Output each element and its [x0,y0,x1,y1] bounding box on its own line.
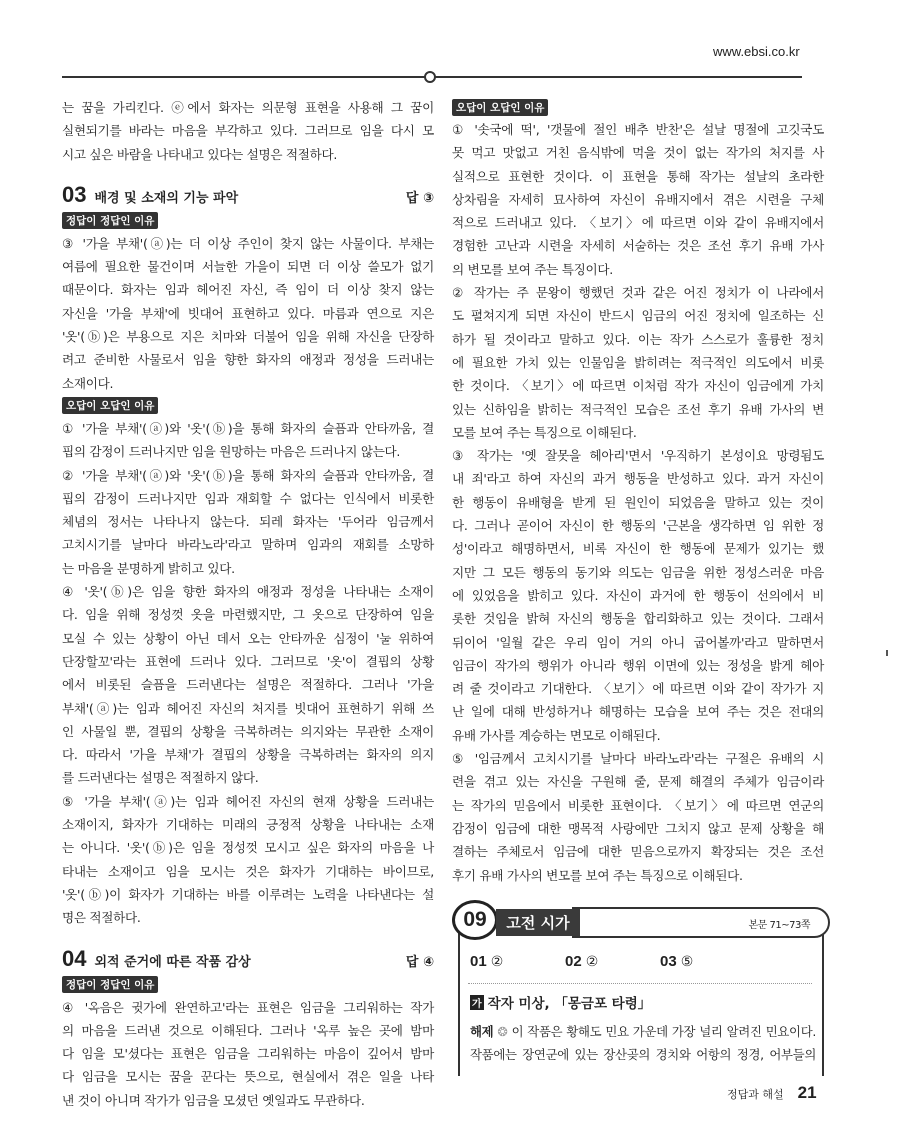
section-number: 09 [452,900,498,940]
text-line: 핍의 감정이 드러나지만 임과 재회할 수 없다는 인식에서 비롯한 [62,490,434,506]
work-marker: 가 [470,995,484,1010]
paragraph [452,747,824,887]
text-line: 다 임을 모'셨다는 표현은 임금을 그리워하는 마음이 깊어서 밤마 [62,1046,434,1062]
paragraph [452,444,824,747]
badge-row [62,395,434,417]
text-line: 에서 비롯된 슬픔을 드러낸다는 설명은 적절하다. 그러나 '가을 [62,677,434,693]
question-number: 04 [62,945,87,971]
text-line: 뒤이어 '일월 같은 우리 임이 거의 아니 굽어볼까'라고 말하면서 [452,634,824,650]
work-description [470,1020,816,1067]
text-line: ① '솟국에 떡', '갯물에 절인 배추 반찬'은 설날 명절에 고깃국도 [452,122,824,137]
text-line: 실적으로 표현한 것이다. 이 표현을 통해 작가는 설날의 초라한 [452,168,824,184]
text-line: 성'이라고 해명하면서, 비록 자신이 한 행동에 문제가 있기는 했 [452,541,824,557]
website-url: www.ebsi.co.kr [713,44,800,59]
answer-value: ⑤ [680,954,694,970]
text-line: 단장할꼬'라는 표현에 드러나 있다. 그러므로 '옷'이 결핍의 상황 [62,653,434,669]
text-line: 모를 보여 주는 특징으로 이해된다. [452,424,637,440]
question-title: 배경 및 소재의 기능 파악 [94,190,239,206]
text-line: 하가 될 것이라고 말하고 있다. 이는 작가 스스로가 훌륭한 정치 [452,331,824,347]
text-line: 한 행동이 유배형을 받게 된 원인이 되었음을 말하고 있는 것이 [452,494,824,510]
text-line: 롯한 것임을 밝혀 자신의 행동을 합리화하고 있는 것이다. 그래서 [452,611,824,627]
text-line: 려고 준비한 사물로서 임을 향한 화자의 애정과 정성을 드러내는 [62,352,434,368]
right-column [452,96,824,887]
text-line: 감정이 임금에 대한 맹목적 사랑에만 그치지 않고 문제 상황을 해 [452,820,824,836]
question-title: 외적 준거에 따른 작품 감상 [94,954,251,970]
section-09-box [452,900,830,1070]
text-line: 려 줄 것이라고 기대한다. 〈보기〉에 따르면 이와 같이 작가가 지 [452,681,824,697]
section-title-bar [572,907,830,938]
text-line: 모실 수 있는 상황이 아닌 데서 오는 안타까운 심정이 '눌 위하여 [62,630,434,646]
section-badge: 오답이 오답인 이유 [62,397,158,414]
text-line: 인 사물일 뿐, 결핍의 상황을 극복하려는 의지와는 무관한 소재이 [62,723,434,739]
header-divider-dot [424,71,436,83]
text-line: 의 마음을 드러낸 것으로 이해된다. 그러나 '옥루 높은 곳에 밤마 [62,1022,434,1038]
flower-icon: ❂ [497,1024,508,1039]
text-line: 임금이 작가의 행위가 아니라 행위 이면에 있는 정성을 밝게 헤아 [452,657,824,673]
text-line: 여름에 필요한 물건이며 서늘한 가을이 되면 더 이상 쓸모가 없기 [62,259,434,275]
badge-row [62,210,434,232]
text-line: ③ 작가는 '옛 잘못을 헤아리'면서 '우직하기 본성이요 망령됨도 [452,448,824,464]
question-heading [62,176,434,210]
text-line: 핍의 감정이 드러나지만 임을 원망하는 마음은 드러나지 않는다. [62,444,401,460]
paragraph [62,790,434,930]
text-line: '옷'(ⓑ)은 부용으로 지은 치마와 더불어 임을 위해 자신을 단장하 [62,329,434,345]
text-line: 경험한 고난과 시련을 자세히 서술하는 것은 조선 후기 유배 가사 [452,238,824,254]
work-title-text: 작자 미상, 「몽금포 타령」 [487,996,652,1012]
paragraph [62,232,434,395]
desc-line: 이 작품은 황해도 민요 가운데 가장 널리 알려진 민요이다. [511,1024,817,1039]
text-line: 다. 따라서 '가을 부채'가 결핍의 상황을 극복하려는 화자의 의지 [62,747,434,763]
paragraph [62,464,434,580]
answer-item [565,953,660,970]
text-line: 는 꿈을 가리킨다. ⓔ에서 화자는 의문형 표현을 사용해 그 꿈이 [62,100,434,115]
dotted-divider [468,983,812,984]
page-footer [727,1083,817,1103]
text-line: 시고 싶은 바람을 나타내고 있다는 설명은 적절하다. [62,146,338,162]
text-line: 는 마음을 분명하게 밝히고 있다. [62,560,235,576]
text-line: ② 작가는 주 문왕이 행했던 것과 같은 어진 정치가 이 나라에서 [452,285,824,301]
text-line: 타내는 소재이고 임을 모시는 것은 화자가 기대하는 바이므로, [62,863,434,879]
text-line: 다. 그러나 곧이어 자신이 한 행동의 '근본을 생각하면 임 위한 정 [452,518,824,534]
scan-mark [886,650,888,656]
text-line: 다 임금을 모시는 꿈을 꾼다는 뜻으로, 현실에서 겪은 일을 나타 [62,1069,434,1085]
text-line: 는 아니다. '옷'(ⓑ)은 임을 정성껏 모시고 싶은 화자의 마음을 나 [62,840,434,856]
text-line: 에 필요한 가치 있는 인물임을 밝히려는 적극적인 의도에서 비롯 [452,354,824,370]
text-line: ⑤ '가을 부채'(ⓐ)는 임과 헤어진 자신의 현재 상황을 드러내는 [62,793,434,809]
work-title [470,992,651,1012]
page-reference: 본문 71~73쪽 [748,920,810,931]
paragraph [62,417,434,464]
left-column [62,96,434,1112]
paragraph [62,580,434,790]
text-line: 고치시기를 날마다 바라노라'라고 말하며 임과의 재회를 소망하 [62,537,434,553]
text-line: 적으로 드러내고 있다. 〈보기〉에 따르면 이와 같이 유배지에서 [452,215,824,231]
text-line: 때문이다. 화자는 임과 헤어진 자신, 즉 임이 더 이상 찾지 않는 [62,282,434,298]
question-number: 01 [470,953,487,970]
section-badge: 오답이 오답인 이유 [452,99,548,116]
text-line: 의 변모를 보여 주는 특징이다. [452,261,613,277]
text-line: 부채'(ⓐ)는 임과 헤어진 자신의 처지를 빗대어 표현하기 위해 쓰 [62,700,434,716]
question-number: 03 [62,181,87,207]
text-line: 지만 그 모든 행동의 동기와 의도는 임금을 위한 정성스러운 마음 [452,564,824,580]
text-line: '옷'(ⓑ)이 화자가 기대하는 바를 이루려는 노력을 나타낸다는 설 [62,886,434,902]
text-line: 도 펼쳐지게 되면 자신이 반드시 임금의 어진 정치에 일조하는 신 [452,308,824,324]
text-line: 낸 것이 아니며 작가가 임금을 모셨던 옛일과도 무관하다. [62,1092,365,1108]
text-line: 다. 임을 위해 정성껏 옷을 마련했지만, 그 옷으로 단장하여 임을 [62,607,434,623]
text-line: ① '가을 부채'(ⓐ)와 '옷'(ⓑ)을 통해 화자의 슬픔과 안타까움, 결 [62,420,434,436]
text-line: 결하는 주체로서 임금에 대한 믿음으로까지 확장되는 것은 조선 [452,844,824,860]
answer-label: 답 ④ [405,954,434,970]
paragraph [452,281,824,444]
text-line: 소재이지, 화자가 기대하는 미래의 긍정적 상황을 나타내는 소재 [62,817,434,833]
text-line: ④ '옥음은 귓가에 완연하고'라는 표현은 임금을 그리워하는 작가 [62,999,434,1015]
answer-summary [470,953,810,970]
text-line: ⑤ '임금께서 고치시기를 날마다 바라노라'라는 구절은 유배의 시 [452,751,824,767]
text-line: 유배 가사를 계승하는 면모로 이해된다. [452,727,661,743]
badge-row [62,974,434,996]
question-number: 03 [660,953,677,970]
answer-item [660,953,755,970]
paragraph [62,996,434,1112]
text-line: 련을 겪고 있는 자신을 구원해 줄, 문제 해결의 주체가 임금이라 [452,774,824,790]
question-number: 02 [565,953,582,970]
answer-label: 답 ③ [405,190,434,206]
text-line: ④ '옷'(ⓑ)은 임을 향한 화자의 애정과 정성을 나타내는 소재이 [62,584,434,600]
text-line: 를 드러낸다는 설명은 적절하지 않다. [62,770,259,786]
text-line: 체념의 정서는 나타나지 않는다. 되레 화자는 '두어라 임금께서 [62,514,434,530]
text-line: 있는 신하임을 밝히는 적극적인 모습은 조선 후기 유배 가사의 변 [452,401,824,417]
desc-label: 해제 [470,1024,494,1039]
text-line: ② '가을 부채'(ⓐ)와 '옷'(ⓑ)을 통해 화자의 슬픔과 안타까움, 결 [62,467,434,483]
desc-line: 작품에는 장연군에 있는 장산곶의 경치와 어항의 정경, 어부들의 [470,1047,816,1063]
question-heading [62,940,434,974]
paragraph [62,96,434,166]
text-line: 상차림을 자세히 묘사하여 자신이 유배지에서 겪은 시련을 구체 [452,191,824,207]
badge-row [452,96,824,118]
text-line: 실현되기를 바라는 마음을 부각하고 있다. 그러므로 임을 다시 모 [62,123,434,139]
text-line: ③ '가을 부채'(ⓐ)는 더 이상 주인이 찾지 않는 사물이다. 부채는 [62,235,434,251]
section-badge: 정답이 정답인 이유 [62,212,158,229]
text-line: 난 일에 대해 반성하거나 해명하는 모습을 보여 주는 것은 전대의 [452,704,824,720]
text-line: 명은 적절하다. [62,910,141,926]
text-line: 한 것이다. 〈보기〉에 따르면 이처럼 작가 자신이 임금에게 가치 [452,378,824,394]
section-badge: 정답이 정답인 이유 [62,976,158,993]
text-line: 자신을 '가을 부채'에 빗대어 표현하고 있다. 마름과 연으로 지은 [62,305,434,321]
text-line: 내 죄'라고 하여 자신의 과거 행동을 반성하고 있다. 과거 자신이 [452,471,824,487]
answer-item [470,953,565,970]
page-number: 21 [797,1083,817,1102]
text-line: 에 있었음을 밝히고 있다. 자신이 과거에 한 행동이 선의에서 비 [452,587,824,603]
text-line: 못 먹고 맛없고 거친 음식밖에 먹을 것이 없는 작가의 처지를 사 [452,145,824,161]
footer-label: 정답과 해설 [727,1088,784,1101]
text-line: 는 작가의 믿음에서 비롯한 표현이다. 〈보기〉에 따르면 연군의 [452,797,824,813]
answer-value: ② [490,954,504,970]
text-line: 소재이다. [62,375,114,391]
section-title: 고전 시가 [496,909,580,936]
paragraph [452,118,824,281]
text-line: 후기 유배 가사의 변모를 보여 주는 특징으로 이해된다. [452,867,743,883]
answer-value: ② [585,954,599,970]
